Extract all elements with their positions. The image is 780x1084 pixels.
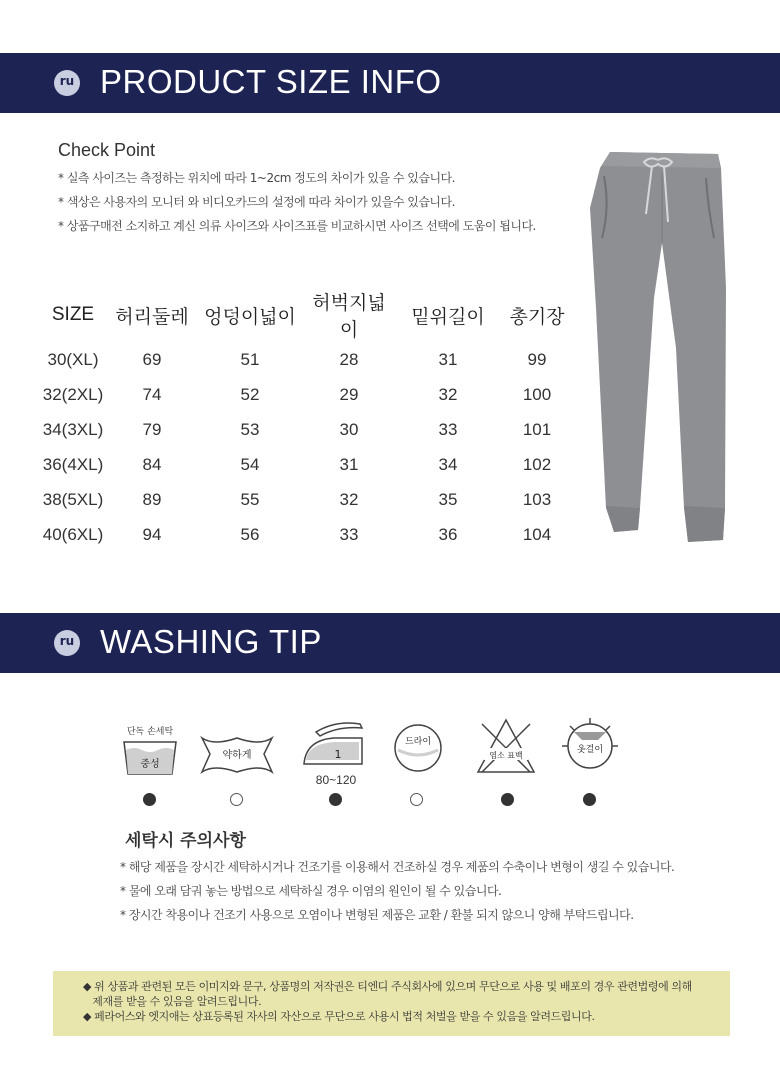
size-table-cell: 69 [142, 349, 162, 369]
size-table-row [38, 482, 572, 517]
pants-image [580, 148, 730, 548]
size-table-row [38, 377, 572, 412]
header-length: 총기장 [509, 306, 565, 328]
size-table-cell: 30 [339, 419, 359, 439]
size-table-cell: 56 [240, 524, 260, 544]
header-hip: 엉덩이넓이 [204, 306, 296, 328]
iron-indicator [329, 793, 342, 806]
hand-wash-inner-label: 중성 [140, 759, 160, 770]
size-table-row [38, 342, 572, 377]
no-bleach-icon [474, 716, 538, 776]
no-bleach-label: 염소 표백 [489, 751, 523, 760]
size-table-cell: 35 [438, 489, 458, 509]
caution-line: * 장시간 착용이나 건조기 사용으로 오염이나 변형된 제품은 교환 / 환불 되지 않으니 양해 부탁드립니다. [120, 908, 634, 922]
shade-dry-icon [560, 716, 620, 776]
check-point-title: Check Point [58, 140, 156, 160]
size-table-cell: 31 [438, 349, 458, 369]
dry-clean-indicator [410, 793, 423, 806]
iron-temp-label: 80~120 [315, 773, 357, 787]
brand-logo-icon [54, 70, 80, 96]
size-table-cell: 100 [522, 384, 552, 404]
size-table-cell: 30(XL) [47, 349, 99, 369]
copyright-line: ◆ 페라어스와 엣지애는 상표등록된 자사의 자산으로 무단으로 사용시 법적 처벌을 받을 수 있음을 알려드립니다. [83, 1010, 595, 1023]
header-rise: 밑위길이 [411, 306, 485, 328]
note-line: * 실측 사이즈는 측정하는 위치에 따라 1~2cm 정도의 차이가 있을 수 있습니다. [58, 171, 455, 185]
size-table-cell: 40(6XL) [42, 524, 104, 544]
caution-notes [120, 855, 674, 927]
size-info-title: PRODUCT SIZE INFO [100, 63, 442, 100]
no-bleach-indicator [501, 793, 514, 806]
gentle-wash-indicator [230, 793, 243, 806]
hand-wash-indicator [143, 793, 156, 806]
washing-tip-banner [0, 613, 780, 673]
size-table-cell: 53 [240, 419, 260, 439]
gentle-wash-label: 약하게 [222, 750, 252, 761]
logo-text: ru [59, 74, 75, 88]
size-table-cell: 104 [522, 524, 552, 544]
caution-title: 세탁시 주의사항 [125, 831, 246, 851]
size-table-cell: 101 [522, 419, 552, 439]
size-table-cell: 84 [142, 454, 162, 474]
size-table-cell: 94 [142, 524, 162, 544]
size-table-cell: 103 [522, 489, 552, 509]
size-table-cell: 51 [240, 349, 260, 369]
size-table-cell: 32 [438, 384, 458, 404]
size-table-cell: 29 [339, 384, 359, 404]
size-table-cell: 34(3XL) [42, 419, 104, 439]
copyright-line: ◆ 위 상품과 관련된 모든 이미지와 문구, 상품명의 저작권은 티엔디 주식회사에 있으며 무단으로 사용 및 배포의 경우 관련법령에 의해 [83, 980, 692, 993]
header-waist: 허리둘레 [115, 306, 189, 328]
gentle-wash-icon [198, 716, 276, 780]
dry-clean-icon [390, 716, 446, 776]
iron-level-label: 1 [334, 748, 342, 761]
size-table-cell: 36(4XL) [42, 454, 104, 474]
size-info-banner [0, 53, 780, 113]
size-table-cell: 33 [438, 419, 458, 439]
size-table-cell: 52 [240, 384, 260, 404]
shade-dry-indicator [583, 793, 596, 806]
size-table-cell: 32(2XL) [42, 384, 104, 404]
size-table-cell: 33 [339, 524, 359, 544]
hand-wash-top-label: 단독 손세탁 [126, 727, 174, 737]
size-table [38, 288, 572, 552]
dry-clean-label: 드라이 [404, 737, 432, 747]
note-line: * 상품구매전 소지하고 계신 의류 사이즈와 사이즈표를 비교하시면 사이즈 선택에 도움이 됩니다. [58, 219, 536, 233]
copyright-line: 제재를 받을 수 있음을 알려드립니다. [83, 995, 262, 1008]
logo-text: ru [59, 634, 75, 648]
size-table-row [38, 412, 572, 447]
size-table-cell: 38(5XL) [42, 489, 104, 509]
size-table-cell: 34 [438, 454, 458, 474]
size-table-header [38, 288, 572, 342]
size-table-cell: 74 [142, 384, 162, 404]
size-table-cell: 54 [240, 454, 260, 474]
iron-icon [296, 716, 376, 792]
header-thigh: 허벅지넓이 [312, 293, 386, 341]
size-table-row [38, 447, 572, 482]
size-table-cell: 28 [339, 349, 359, 369]
caution-line: * 물에 오래 담궈 놓는 방법으로 세탁하실 경우 이염의 원인이 될 수 있습니다. [120, 884, 502, 898]
header-size: SIZE [51, 304, 95, 325]
size-table-cell: 36 [438, 524, 458, 544]
brand-logo-icon [54, 630, 80, 656]
size-table-cell: 32 [339, 489, 359, 509]
size-table-cell: 89 [142, 489, 162, 509]
hand-wash-icon [118, 716, 182, 780]
size-table-row [38, 517, 572, 552]
shade-dry-label: 옷걸이 [576, 745, 604, 755]
size-table-cell: 55 [240, 489, 260, 509]
check-point-notes [58, 166, 536, 238]
size-table-cell: 102 [522, 454, 552, 474]
note-line: * 색상은 사용자의 모니터 와 비디오카드의 설정에 따라 차이가 있을수 있습니다. [58, 195, 455, 209]
size-table-cell: 31 [339, 454, 359, 474]
size-table-cell: 99 [527, 349, 547, 369]
caution-line: * 해당 제품을 장시간 세탁하시거나 건조기를 이용해서 건조하실 경우 제품의 수축이나 변형이 생길 수 있습니다. [120, 860, 675, 874]
washing-tip-title: WASHING TIP [100, 623, 322, 660]
copyright-notice [53, 971, 730, 1036]
size-table-cell: 79 [142, 419, 162, 439]
